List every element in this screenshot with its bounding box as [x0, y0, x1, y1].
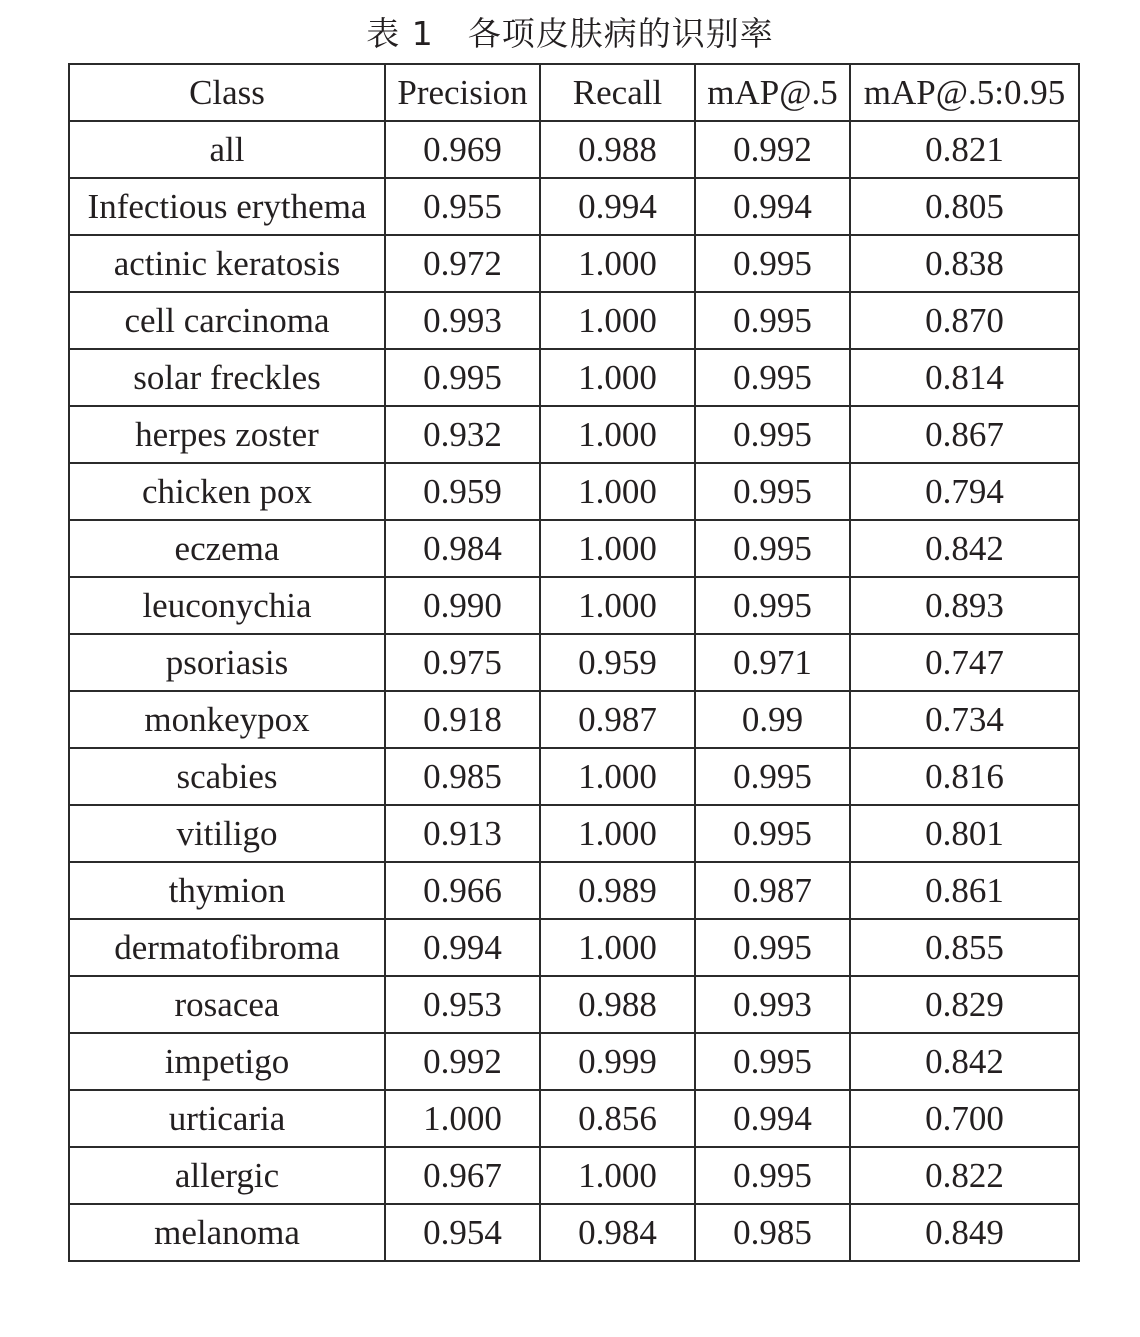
map50-cell: 0.99	[695, 691, 850, 748]
map50-cell: 0.994	[695, 1090, 850, 1147]
header-class: Class	[69, 64, 385, 121]
class-cell: urticaria	[69, 1090, 385, 1147]
class-cell: actinic keratosis	[69, 235, 385, 292]
map50-95-cell: 0.814	[850, 349, 1079, 406]
recall-cell: 0.984	[540, 1204, 695, 1261]
map50-95-cell: 0.829	[850, 976, 1079, 1033]
class-cell: chicken pox	[69, 463, 385, 520]
map50-cell: 0.995	[695, 748, 850, 805]
recall-cell: 1.000	[540, 748, 695, 805]
map50-95-cell: 0.822	[850, 1147, 1079, 1204]
recall-cell: 1.000	[540, 349, 695, 406]
class-cell: vitiligo	[69, 805, 385, 862]
precision-cell: 0.993	[385, 292, 540, 349]
class-cell: monkeypox	[69, 691, 385, 748]
recall-cell: 1.000	[540, 577, 695, 634]
map50-cell: 0.995	[695, 463, 850, 520]
precision-cell: 0.955	[385, 178, 540, 235]
class-cell: thymion	[69, 862, 385, 919]
precision-cell: 0.972	[385, 235, 540, 292]
recognition-rate-table	[68, 63, 1080, 1262]
map50-95-cell: 0.805	[850, 178, 1079, 235]
recall-cell: 0.994	[540, 178, 695, 235]
class-cell: psoriasis	[69, 634, 385, 691]
table-row	[69, 634, 1079, 691]
map50-95-cell: 0.842	[850, 520, 1079, 577]
header-precision: Precision	[385, 64, 540, 121]
class-cell: Infectious erythema	[69, 178, 385, 235]
table-row	[69, 1033, 1079, 1090]
class-cell: herpes zoster	[69, 406, 385, 463]
recall-cell: 0.987	[540, 691, 695, 748]
header-row	[69, 64, 1079, 121]
map50-95-cell: 0.861	[850, 862, 1079, 919]
map50-cell: 0.995	[695, 805, 850, 862]
recall-cell: 1.000	[540, 406, 695, 463]
recall-cell: 0.999	[540, 1033, 695, 1090]
precision-cell: 0.967	[385, 1147, 540, 1204]
table-row	[69, 178, 1079, 235]
table-row	[69, 1204, 1079, 1261]
table-row	[69, 463, 1079, 520]
class-cell: all	[69, 121, 385, 178]
recall-cell: 0.959	[540, 634, 695, 691]
precision-cell: 0.990	[385, 577, 540, 634]
header-map50: mAP@.5	[695, 64, 850, 121]
class-cell: scabies	[69, 748, 385, 805]
class-cell: allergic	[69, 1147, 385, 1204]
recall-cell: 1.000	[540, 1147, 695, 1204]
recall-cell: 1.000	[540, 520, 695, 577]
precision-cell: 0.994	[385, 919, 540, 976]
map50-95-cell: 0.821	[850, 121, 1079, 178]
class-cell: rosacea	[69, 976, 385, 1033]
recall-cell: 0.988	[540, 976, 695, 1033]
precision-cell: 0.954	[385, 1204, 540, 1261]
recall-cell: 0.988	[540, 121, 695, 178]
map50-cell: 0.971	[695, 634, 850, 691]
map50-cell: 0.995	[695, 292, 850, 349]
map50-95-cell: 0.870	[850, 292, 1079, 349]
table-row	[69, 520, 1079, 577]
map50-95-cell: 0.838	[850, 235, 1079, 292]
recall-cell: 1.000	[540, 292, 695, 349]
map50-95-cell: 0.849	[850, 1204, 1079, 1261]
map50-cell: 0.995	[695, 919, 850, 976]
table-row	[69, 805, 1079, 862]
map50-95-cell: 0.893	[850, 577, 1079, 634]
class-cell: solar freckles	[69, 349, 385, 406]
table-row	[69, 577, 1079, 634]
class-cell: leuconychia	[69, 577, 385, 634]
precision-cell: 0.985	[385, 748, 540, 805]
precision-cell: 1.000	[385, 1090, 540, 1147]
precision-cell: 0.966	[385, 862, 540, 919]
map50-95-cell: 0.816	[850, 748, 1079, 805]
map50-cell: 0.995	[695, 1033, 850, 1090]
header-map50-95: mAP@.5:0.95	[850, 64, 1079, 121]
class-cell: dermatofibroma	[69, 919, 385, 976]
table-row	[69, 235, 1079, 292]
map50-cell: 0.995	[695, 349, 850, 406]
table-row	[69, 919, 1079, 976]
table-row	[69, 691, 1079, 748]
class-cell: eczema	[69, 520, 385, 577]
header-recall: Recall	[540, 64, 695, 121]
precision-cell: 0.992	[385, 1033, 540, 1090]
recall-cell: 1.000	[540, 235, 695, 292]
map50-95-cell: 0.855	[850, 919, 1079, 976]
class-cell: cell carcinoma	[69, 292, 385, 349]
recall-cell: 0.856	[540, 1090, 695, 1147]
map50-cell: 0.985	[695, 1204, 850, 1261]
recall-cell: 0.989	[540, 862, 695, 919]
map50-cell: 0.995	[695, 235, 850, 292]
precision-cell: 0.913	[385, 805, 540, 862]
precision-cell: 0.995	[385, 349, 540, 406]
table-row	[69, 292, 1079, 349]
table-number: 表 1	[366, 14, 434, 53]
map50-95-cell: 0.842	[850, 1033, 1079, 1090]
table-row	[69, 406, 1079, 463]
map50-95-cell: 0.867	[850, 406, 1079, 463]
table-row	[69, 748, 1079, 805]
recall-cell: 1.000	[540, 805, 695, 862]
map50-95-cell: 0.700	[850, 1090, 1079, 1147]
precision-cell: 0.959	[385, 463, 540, 520]
recall-cell: 1.000	[540, 463, 695, 520]
map50-cell: 0.995	[695, 520, 850, 577]
map50-95-cell: 0.734	[850, 691, 1079, 748]
table-row	[69, 121, 1079, 178]
precision-cell: 0.984	[385, 520, 540, 577]
precision-cell: 0.918	[385, 691, 540, 748]
table-caption	[0, 6, 1140, 62]
map50-cell: 0.995	[695, 1147, 850, 1204]
precision-cell: 0.975	[385, 634, 540, 691]
map50-95-cell: 0.794	[850, 463, 1079, 520]
table-row	[69, 1147, 1079, 1204]
table-title: 各项皮肤病的识别率	[467, 14, 774, 53]
recall-cell: 1.000	[540, 919, 695, 976]
table-row	[69, 349, 1079, 406]
map50-cell: 0.995	[695, 406, 850, 463]
table-body	[69, 121, 1079, 1261]
table-row	[69, 976, 1079, 1033]
map50-cell: 0.995	[695, 577, 850, 634]
class-cell: impetigo	[69, 1033, 385, 1090]
map50-cell: 0.987	[695, 862, 850, 919]
map50-95-cell: 0.801	[850, 805, 1079, 862]
precision-cell: 0.953	[385, 976, 540, 1033]
map50-cell: 0.993	[695, 976, 850, 1033]
table-row	[69, 862, 1079, 919]
class-cell: melanoma	[69, 1204, 385, 1261]
map50-cell: 0.992	[695, 121, 850, 178]
map50-95-cell: 0.747	[850, 634, 1079, 691]
precision-cell: 0.932	[385, 406, 540, 463]
table-row	[69, 1090, 1079, 1147]
precision-cell: 0.969	[385, 121, 540, 178]
map50-cell: 0.994	[695, 178, 850, 235]
